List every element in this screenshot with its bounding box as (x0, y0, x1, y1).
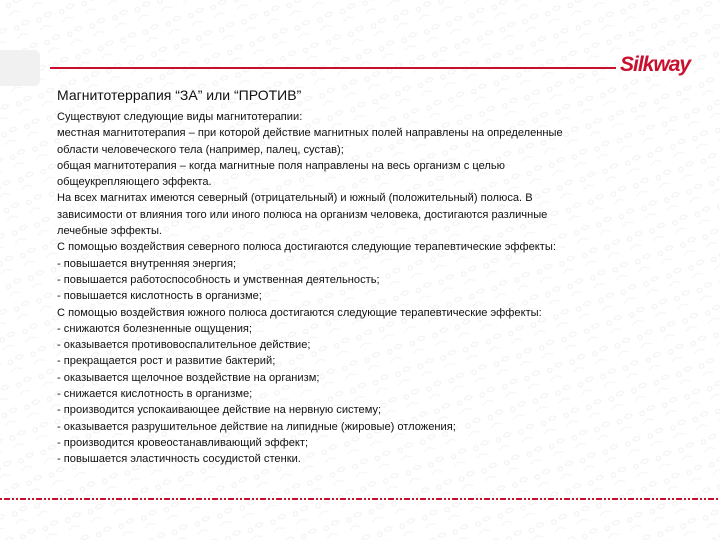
header-rule (50, 67, 616, 69)
text-line: зависимости от влияния того или иного полюса на организм человека, достигаются различные (57, 208, 548, 221)
text-line: - повышается эластичность сосудистой стенки. (57, 453, 301, 466)
text-line: На всех магнитах имеются северный (отрицательный) и южный (положительный) полюса. В (57, 192, 533, 205)
text-line: - оказывается щелочное воздействие на организм; (57, 371, 320, 384)
text-line: - снижается кислотность в организме; (57, 388, 253, 401)
text-line: - повышается кислотность в организме; (57, 290, 262, 303)
text-line: местная магнитотерапия – при которой действие магнитных полей направлены на определенные (57, 127, 563, 140)
text-line: С помощью воздействия южного полюса достигаются следующие терапевтические эффекты: (57, 306, 542, 319)
text-line: - производится кровеостанавливающий эффект; (57, 436, 309, 449)
left-tab-decoration (0, 50, 40, 86)
text-line: Существуют следующие виды магнитотерапии: (57, 111, 303, 123)
footer-dashed-rule (0, 497, 720, 501)
slide-body (57, 109, 657, 468)
text-line: области человеческого тела (например, палец, сустав); (57, 143, 344, 156)
text-line: С помощью воздействия северного полюса достигаются следующие терапевтические эффекты: (57, 241, 556, 254)
text-line: - повышается внутренняя энергия; (57, 257, 237, 270)
text-line: - прекращается рост и развитие бактерий; (57, 355, 276, 368)
text-line: - оказывается противовоспалительное действие; (57, 339, 311, 352)
text-line: - снижаются болезненные ощущения; (57, 322, 253, 335)
text-line: - повышается работоспособность и умственная деятельность; (57, 273, 380, 286)
text-line: лечебные эффекты. (57, 225, 163, 238)
text-line: - оказывается разрушительное действие на липидные (жировые) отложения; (57, 420, 456, 433)
text-line: - производится успокаивающее действие на нервную систему; (57, 404, 382, 417)
silkway-logo: Silkway (620, 53, 691, 76)
slide-title: Магнитотеррапия “ЗА” или “ПРОТИВ” (57, 87, 302, 103)
text-line: общая магнитотерапия – когда магнитные поля направлены на весь организм с целью (57, 159, 505, 172)
text-line: общеукрепляющего эффекта. (57, 176, 212, 189)
